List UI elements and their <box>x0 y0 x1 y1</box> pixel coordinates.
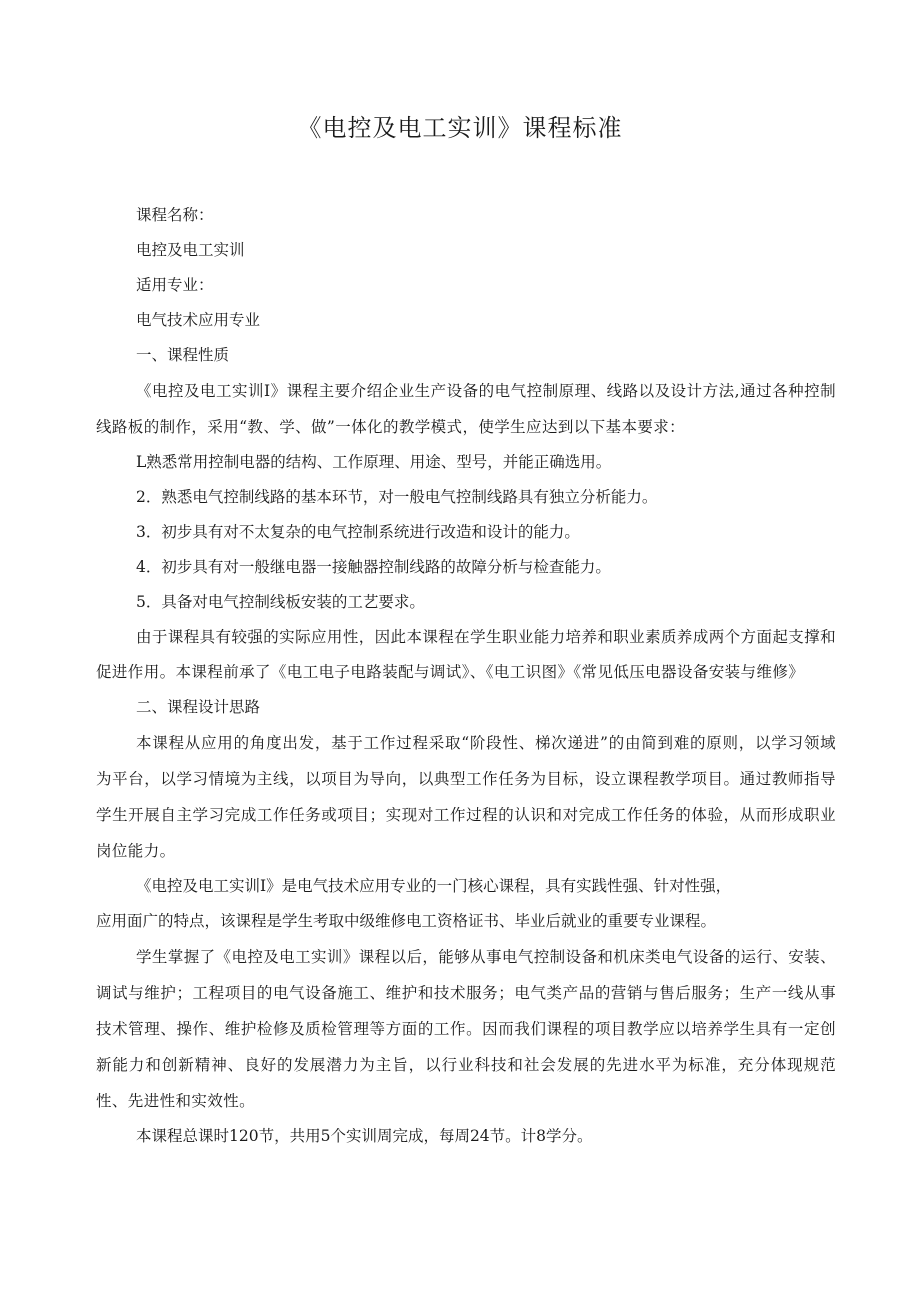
document-body <box>96 198 836 1154</box>
major-label: 适用专业： <box>136 276 214 294</box>
section1-intro: 《电控及电工实训I》课程主要介绍企业生产设备的电气控制原理、线路以及设计方法,通过各种控制线路板的制作，采用“教、学、做”一体化的教学模式，使学生应达到以下基本要求： <box>96 382 836 436</box>
requirement-item: 5．具备对电气控制线板安装的工艺要求。 <box>136 593 425 611</box>
section2-paragraph: 应用面广的特点，该课程是学生考取中级维修电工资格证书、毕业后就业的重要专业课程。 <box>96 912 717 930</box>
section2-heading: 二、课程设计思路 <box>136 698 261 716</box>
section2-paragraph: 《电控及电工实训I》是电气技术应用专业的一门核心课程，具有实践性强、针对性强， <box>136 877 732 895</box>
section1-heading: 一、课程性质 <box>136 346 230 364</box>
requirement-item: 4．初步具有对一般继电器一接触器控制线路的故障分析与检查能力。 <box>136 558 611 576</box>
requirement-item: 2．熟悉电气控制线路的基本环节，对一般电气控制线路具有独立分析能力。 <box>136 488 658 506</box>
section2-paragraph: 本课程总课时120节，共用5个实训周完成，每周24节。计8学分。 <box>136 1127 593 1145</box>
major: 电气技术应用专业 <box>136 311 261 329</box>
section2-paragraph: 本课程从应用的角度出发，基于工作过程采取“阶段性、梯次递进”的由简到难的原则，以学习领域为平台，以学习情境为主线，以项目为导向，以典型工作任务为目标，设立课程教学项目。通过教师指导学生开展自主学习完成工作任务或项目；实现对工作过程的认识和对完成工作任务的体验，从而形成职业岗位能力。 <box>96 734 836 860</box>
course-name-label: 课程名称： <box>136 206 214 224</box>
section1-closing: 由于课程具有较强的实际应用性，因此本课程在学生职业能力培养和职业素质养成两个方面起支撑和促进作用。本课程前承了《电工电子电路装配与调试》、《电工识图》《常见低压电器设备安装与维修》 <box>96 628 836 681</box>
section2-paragraph: 学生掌握了《电控及电工实训》课程以后，能够从事电气控制设备和机床类电气设备的运行、安装、调试与维护；工程项目的电气设备施工、维护和技术服务；电气类产品的营销与售后服务；生产一线从事技术管理、操作、维护检修及质检管理等方面的工作。因而我们课程的项目教学应以培养学生具有一定创新能力和创新精神、良好的发展潜力为主旨，以行业科技和社会发展的先进水平为标准，充分体现规范性、先进性和实效性。 <box>96 948 836 1110</box>
course-name: 电控及电工实训 <box>136 241 245 259</box>
document-title: 《电控及电工实训》课程标准 <box>297 114 623 142</box>
requirement-item: L熟悉常用控制电器的结构、工作原理、用途、型号，并能正确选用。 <box>136 453 612 471</box>
requirement-item: 3．初步具有对不太复杂的电气控制系统进行改造和设计的能力。 <box>136 523 580 541</box>
